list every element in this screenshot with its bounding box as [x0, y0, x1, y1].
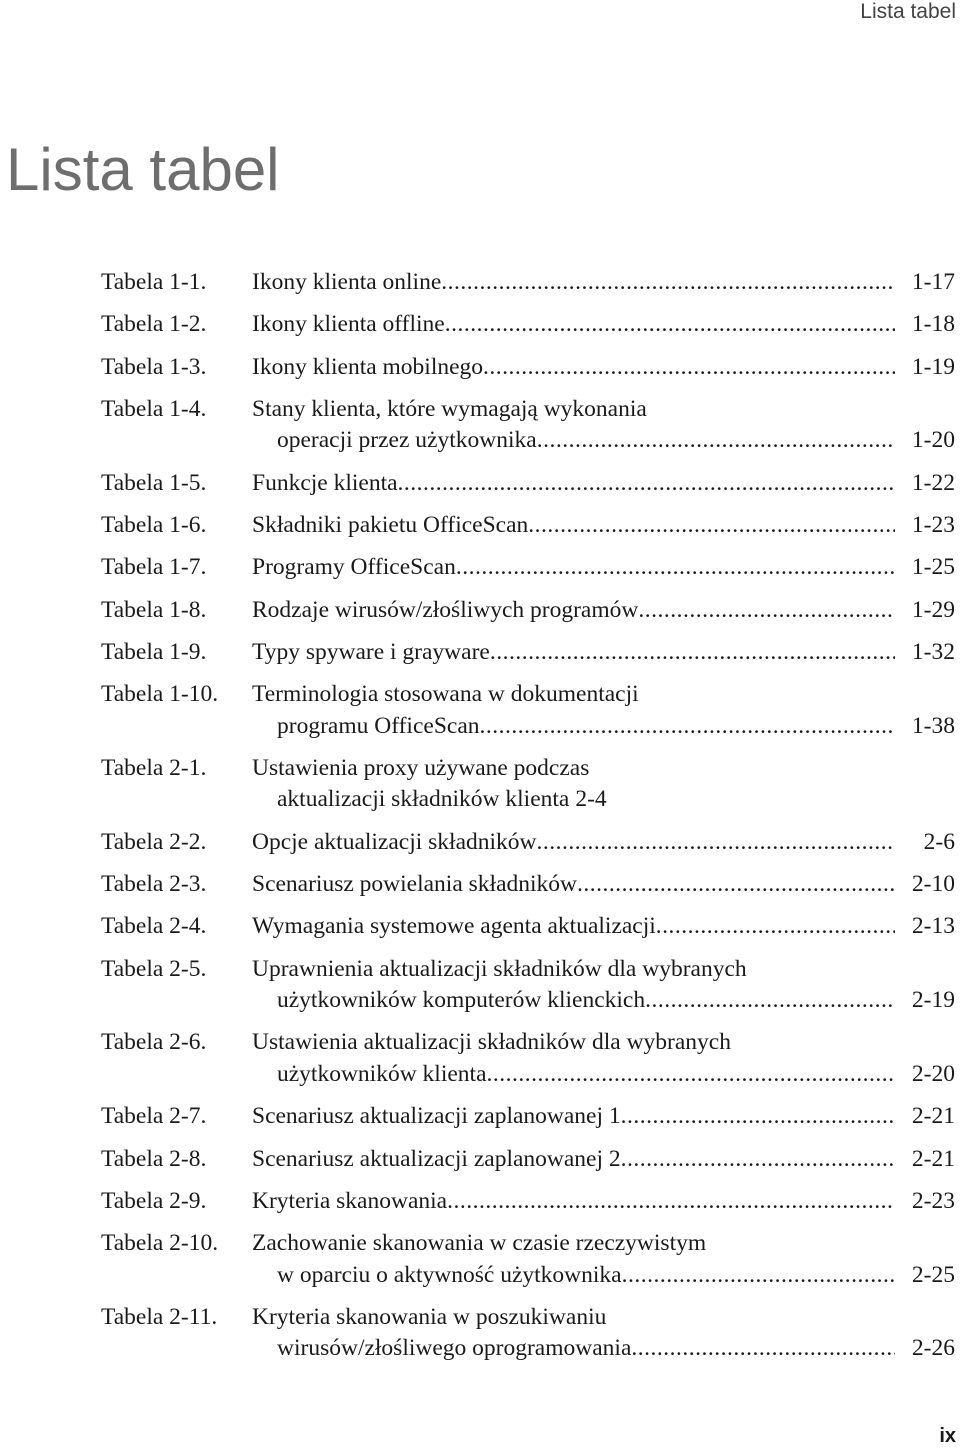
toc-entry[interactable] [101, 753, 955, 816]
table-caption-line: Ustawienia aktualizacji składników dla wybranych [252, 1029, 731, 1056]
dot-leader [537, 827, 895, 859]
page-number: 1-32 [911, 638, 955, 665]
dot-leader [398, 468, 895, 500]
running-header: Lista tabel [860, 0, 956, 23]
table-number: Tabela 1-3. [101, 353, 207, 380]
table-caption: Wymagania systemowe agenta aktualizacji [252, 913, 656, 940]
dot-leader [656, 911, 895, 943]
list-of-tables [101, 267, 955, 1376]
table-number: Tabela 1-5. [101, 469, 207, 496]
page-number: 1-22 [911, 469, 955, 496]
table-caption-line: użytkowników klienta [277, 1060, 487, 1087]
table-number: Tabela 1-9. [101, 638, 207, 665]
table-caption-line: programu OfficeScan [277, 712, 480, 739]
dot-leader [621, 1101, 895, 1133]
table-caption: Ikony klienta offline [252, 311, 445, 338]
page-number: 1-18 [911, 311, 955, 338]
page-number: 1-20 [911, 427, 955, 454]
toc-entry[interactable] [101, 911, 955, 943]
toc-entry[interactable] [101, 1144, 955, 1176]
dot-leader [528, 510, 895, 542]
table-number: Tabela 2-11. [101, 1303, 218, 1330]
table-number: Tabela 2-2. [101, 828, 207, 855]
toc-entry[interactable] [101, 827, 955, 859]
dot-leader [483, 352, 895, 384]
table-caption: Rodzaje wirusów/złośliwych programów [252, 596, 639, 623]
toc-entry[interactable] [101, 1186, 955, 1218]
page-number: 2-10 [911, 871, 955, 898]
toc-entry[interactable] [101, 552, 955, 584]
dot-leader [645, 985, 895, 1017]
table-caption: Funkcje klienta [252, 469, 398, 496]
table-caption: Programy OfficeScan [252, 554, 456, 581]
table-caption: Scenariusz aktualizacji zaplanowanej 2 [252, 1145, 621, 1172]
table-caption-line: w oparciu o aktywność użytkownika [277, 1261, 622, 1288]
table-number: Tabela 1-8. [101, 596, 207, 623]
table-caption-line: operacji przez użytkownika [277, 427, 537, 454]
table-caption: Opcje aktualizacji składników [252, 828, 537, 855]
table-number: Tabela 1-7. [101, 554, 207, 581]
table-caption-line: Uprawnienia aktualizacji składników dla wybranych [252, 955, 747, 982]
table-number: Tabela 1-1. [101, 269, 207, 295]
dot-leader [447, 1186, 895, 1218]
table-caption: Typy spyware i grayware [252, 638, 490, 665]
toc-entry[interactable] [101, 954, 955, 1017]
table-number: Tabela 1-10. [101, 681, 219, 708]
dot-leader [631, 1333, 895, 1365]
page-title: Lista tabel [6, 136, 280, 203]
dot-leader [441, 267, 895, 299]
toc-entry[interactable] [101, 1302, 955, 1365]
dot-leader [456, 552, 895, 584]
table-number: Tabela 1-4. [101, 395, 207, 422]
dot-leader [621, 1144, 895, 1176]
page-number: 2-13 [911, 913, 955, 940]
toc-entry[interactable] [101, 869, 955, 901]
table-caption: Kryteria skanowania [252, 1187, 448, 1214]
dot-leader [622, 1260, 895, 1292]
dot-leader [487, 1059, 895, 1091]
page-number: 2-26 [911, 1335, 955, 1362]
table-number: Tabela 2-6. [101, 1029, 207, 1056]
dot-leader [638, 595, 895, 627]
page-number: 1-23 [911, 511, 955, 538]
page-number: 1-17 [911, 269, 955, 295]
page-number: 1-29 [911, 596, 955, 623]
table-number: Tabela 2-4. [101, 913, 207, 940]
dot-leader [480, 711, 895, 743]
table-caption-line: Zachowanie skanowania w czasie rzeczywistym [252, 1230, 707, 1257]
dot-leader [490, 637, 895, 669]
toc-entry[interactable] [101, 309, 955, 341]
table-number: Tabela 2-8. [101, 1145, 207, 1172]
table-caption-line: wirusów/złośliwego oprogramowania [277, 1335, 632, 1362]
table-caption-line: Ustawienia proxy używane podczas [252, 754, 590, 781]
table-number: Tabela 2-1. [101, 754, 207, 781]
toc-entry[interactable] [101, 352, 955, 384]
page-number: 2-19 [911, 987, 955, 1014]
page-folio: ix [939, 1425, 956, 1447]
toc-entry[interactable] [101, 637, 955, 669]
table-caption: Składniki pakietu OfficeScan [252, 511, 529, 538]
table-caption-line: użytkowników komputerów klienckich [277, 987, 646, 1014]
table-number: Tabela 2-7. [101, 1103, 207, 1130]
table-caption-line: aktualizacji składników klienta [277, 786, 570, 813]
page-number: 1-38 [911, 712, 955, 739]
toc-entry[interactable] [101, 679, 955, 742]
table-number: Tabela 2-9. [101, 1187, 207, 1214]
toc-entry[interactable] [101, 394, 955, 457]
dot-leader [577, 869, 895, 901]
table-number: Tabela 2-3. [101, 871, 207, 898]
page-number: 2-25 [911, 1261, 955, 1288]
table-caption-line: Kryteria skanowania w poszukiwaniu [252, 1303, 607, 1330]
page-number: 1-25 [911, 554, 955, 581]
table-number: Tabela 1-2. [101, 311, 207, 338]
page-number: 2-4 [575, 786, 607, 813]
table-number: Tabela 2-5. [101, 955, 207, 982]
table-caption-line: Stany klienta, które wymagają wykonania [252, 395, 647, 422]
table-caption: Ikony klienta online [252, 269, 442, 295]
toc-entry[interactable] [101, 1101, 955, 1133]
toc-entry[interactable] [101, 595, 955, 627]
dot-leader [537, 425, 895, 457]
toc-entry[interactable] [101, 1228, 955, 1291]
page-number: 2-23 [911, 1187, 955, 1214]
table-number: Tabela 1-6. [101, 511, 207, 538]
page-number: 2-21 [911, 1145, 955, 1172]
table-caption: Scenariusz powielania składników [252, 871, 577, 898]
page-number: 2-20 [911, 1060, 955, 1087]
toc-entry[interactable] [101, 1027, 955, 1090]
page-number: 1-19 [911, 353, 955, 380]
table-caption-line: Terminologia stosowana w dokumentacji [252, 681, 639, 708]
table-caption: Ikony klienta mobilnego [252, 353, 484, 380]
toc-entry[interactable] [101, 510, 955, 542]
toc-entry[interactable] [101, 468, 955, 500]
table-caption: Scenariusz aktualizacji zaplanowanej 1 [252, 1103, 621, 1130]
page-number: 2-6 [923, 828, 955, 855]
toc-entry[interactable] [101, 267, 955, 299]
dot-leader [445, 309, 895, 341]
page-number: 2-21 [911, 1103, 955, 1130]
table-number: Tabela 2-10. [101, 1230, 219, 1257]
